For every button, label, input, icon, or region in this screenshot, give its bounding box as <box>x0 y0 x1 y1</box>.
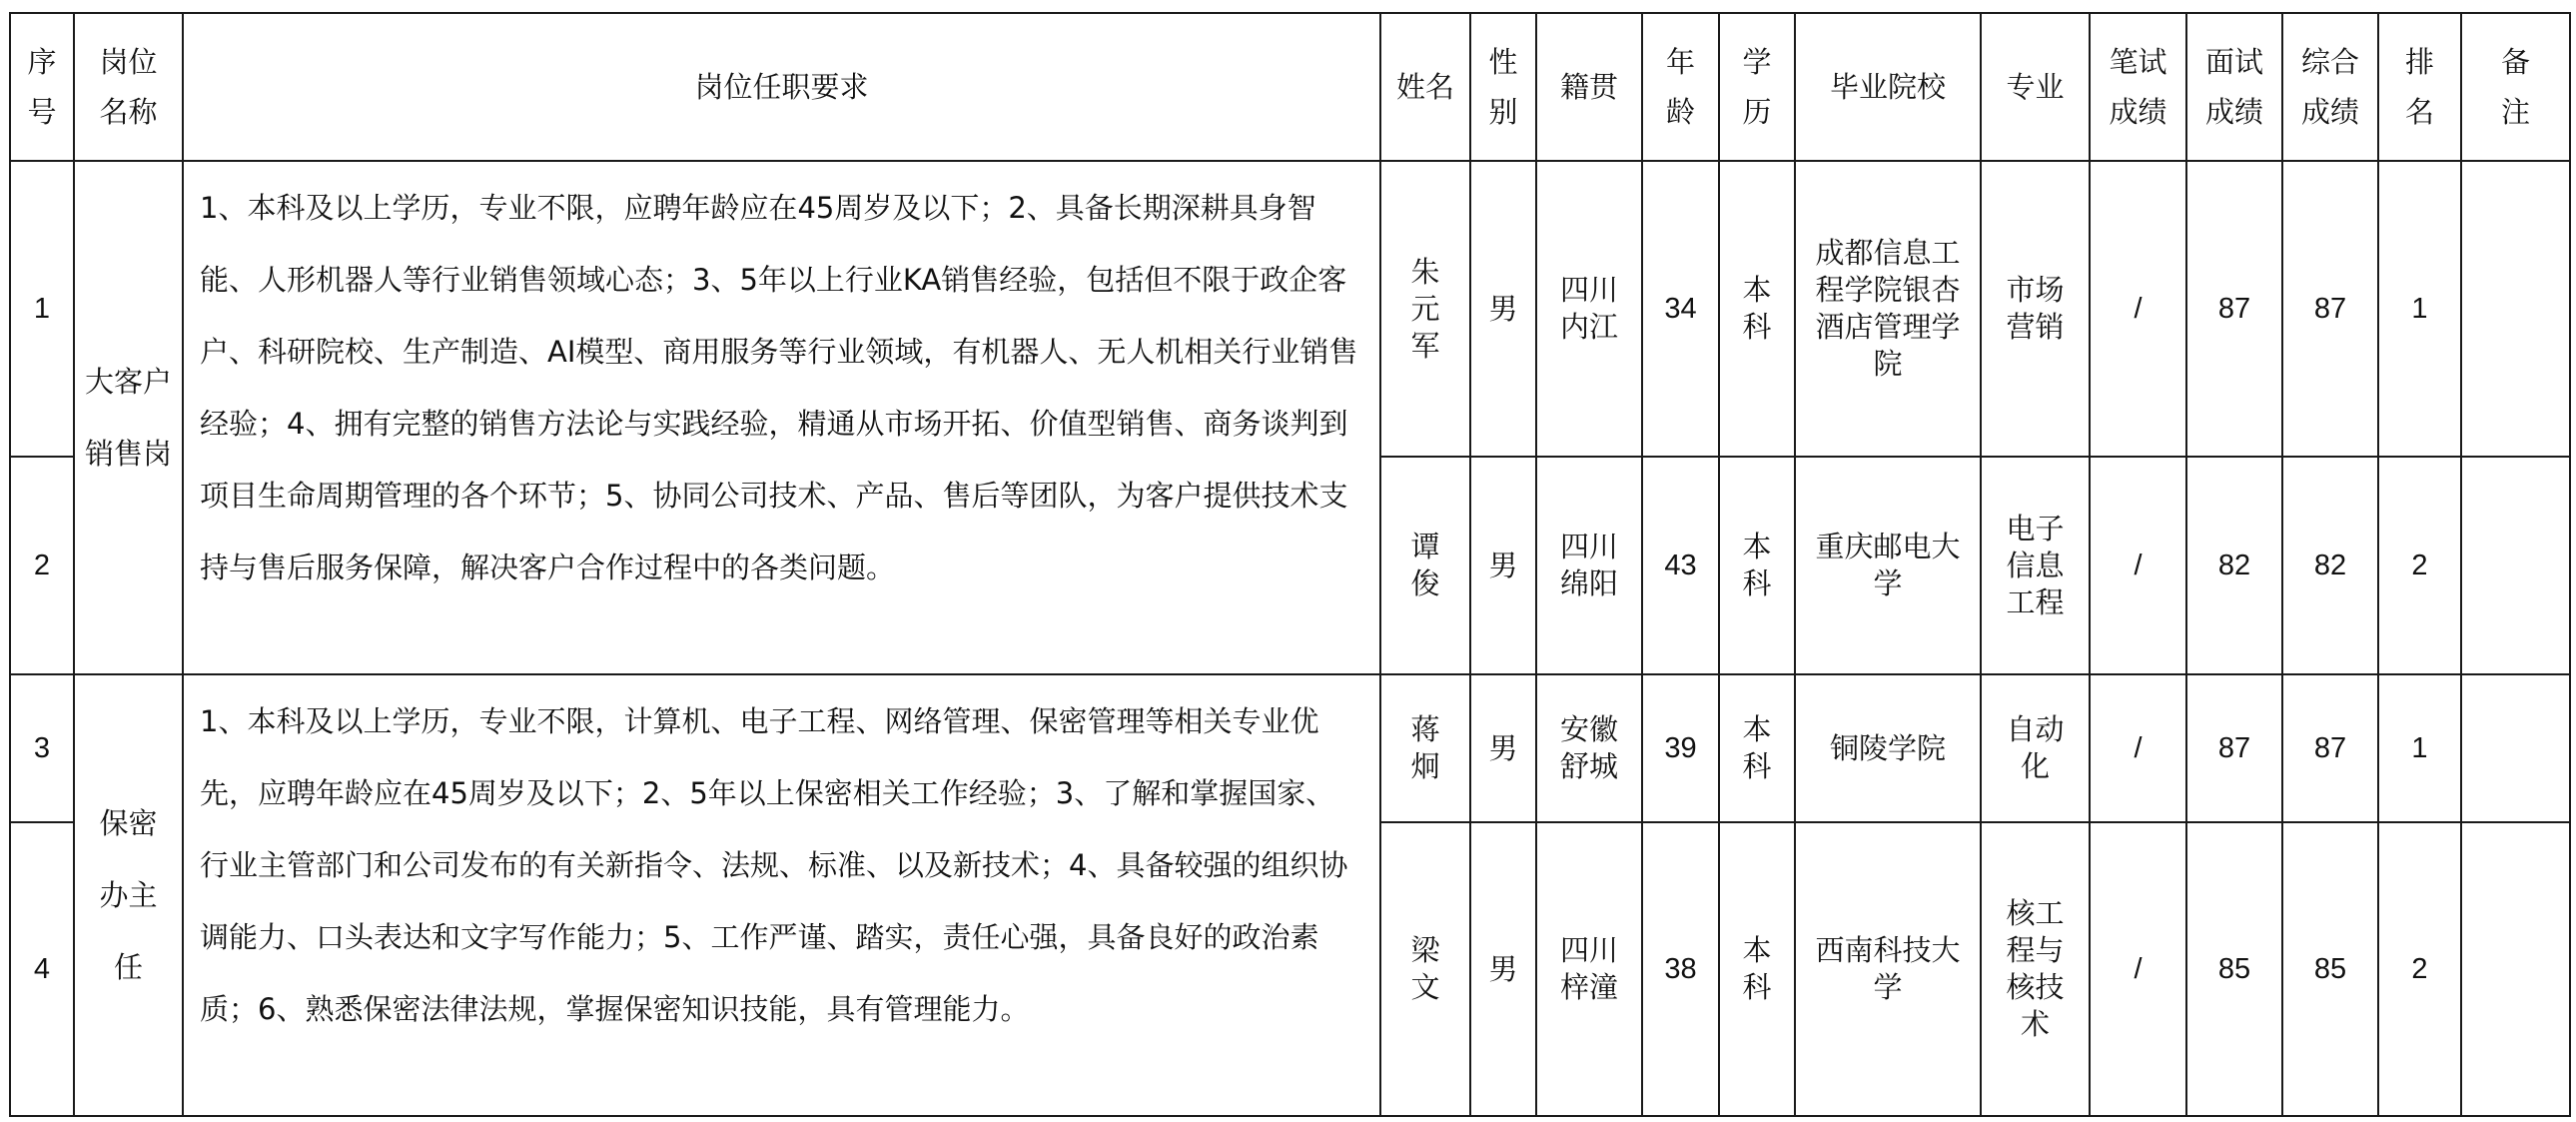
cell-rank: 1 <box>2378 674 2461 822</box>
cell-origin: 四川梓潼 <box>1536 822 1642 1116</box>
header-interview-score: 面试成绩 <box>2186 13 2282 161</box>
cell-school: 铜陵学院 <box>1795 674 1981 822</box>
cell-written-score: / <box>2090 161 2186 457</box>
header-rank: 排名 <box>2378 13 2461 161</box>
cell-education: 本科 <box>1719 457 1795 674</box>
cell-major: 电子信息工程 <box>1981 457 2090 674</box>
cell-requirements: 1、本科及以上学历，专业不限，应聘年龄应在45周岁及以下；2、具备长期深耕具身智能、人形机器人等行业销售领域心态；3、5年以上行业KA销售经验，包括但不限于政企客户、科研院校、生产制造、AI模型、商用服务等行业领域，有机器人、无人机相关行业销售经验；4、拥有完整的销售方法论与实践经验，精通从市场开拓、价值型销售、商务谈判到项目生命周期管理的各个环节；5、协同公司技术、产品、售后等团队，为客户提供技术支持与售后服务保障，解决客户合作过程中的各类问题。 <box>183 161 1380 674</box>
header-written-score: 笔试成绩 <box>2090 13 2186 161</box>
cell-gender: 男 <box>1470 674 1536 822</box>
cell-origin: 四川绵阳 <box>1536 457 1642 674</box>
cell-written-score: / <box>2090 822 2186 1116</box>
cell-major: 市场营销 <box>1981 161 2090 457</box>
cell-total-score: 82 <box>2282 457 2378 674</box>
cell-school: 成都信息工程学院银杏酒店管理学院 <box>1795 161 1981 457</box>
cell-interview-score: 85 <box>2186 822 2282 1116</box>
header-education: 学历 <box>1719 13 1795 161</box>
cell-education: 本科 <box>1719 822 1795 1116</box>
cell-major: 核工程与核技术 <box>1981 822 2090 1116</box>
cell-seq: 3 <box>10 674 74 822</box>
cell-interview-score: 87 <box>2186 161 2282 457</box>
cell-school: 重庆邮电大学 <box>1795 457 1981 674</box>
cell-seq: 2 <box>10 457 74 674</box>
cell-name: 蒋炯 <box>1380 674 1470 822</box>
header-major: 专业 <box>1981 13 2090 161</box>
cell-school: 西南科技大学 <box>1795 822 1981 1116</box>
cell-interview-score: 82 <box>2186 457 2282 674</box>
cell-origin: 安徽舒城 <box>1536 674 1642 822</box>
cell-total-score: 87 <box>2282 161 2378 457</box>
cell-remark <box>2461 161 2570 457</box>
cell-gender: 男 <box>1470 822 1536 1116</box>
header-total-score: 综合成绩 <box>2282 13 2378 161</box>
cell-written-score: / <box>2090 674 2186 822</box>
cell-name: 朱元军 <box>1380 161 1470 457</box>
cell-age: 43 <box>1642 457 1719 674</box>
header-remark: 备注 <box>2461 13 2570 161</box>
cell-education: 本科 <box>1719 674 1795 822</box>
cell-written-score: / <box>2090 457 2186 674</box>
header-row <box>10 13 2570 161</box>
results-table <box>9 12 2571 1117</box>
cell-remark <box>2461 674 2570 822</box>
cell-age: 34 <box>1642 161 1719 457</box>
cell-rank: 1 <box>2378 161 2461 457</box>
cell-gender: 男 <box>1470 457 1536 674</box>
cell-total-score: 87 <box>2282 674 2378 822</box>
cell-requirements: 1、本科及以上学历，专业不限，计算机、电子工程、网络管理、保密管理等相关专业优先，应聘年龄应在45周岁及以下；2、5年以上保密相关工作经验；3、了解和掌握国家、行业主管部门和公司发布的有关新指令、法规、标准、以及新技术；4、具备较强的组织协调能力、口头表达和文字写作能力；5、工作严谨、踏实，责任心强，具备良好的政治素质；6、熟悉保密法律法规，掌握保密知识技能，具有管理能力。 <box>183 674 1380 1116</box>
cell-education: 本科 <box>1719 161 1795 457</box>
header-name: 姓名 <box>1380 13 1470 161</box>
header-gender: 性别 <box>1470 13 1536 161</box>
header-origin: 籍贯 <box>1536 13 1642 161</box>
cell-rank: 2 <box>2378 822 2461 1116</box>
header-seq: 序号 <box>10 13 74 161</box>
cell-rank: 2 <box>2378 457 2461 674</box>
cell-post-name: 保密办主任 <box>74 674 183 1116</box>
header-school: 毕业院校 <box>1795 13 1981 161</box>
table-row <box>10 674 2570 822</box>
cell-total-score: 85 <box>2282 822 2378 1116</box>
header-age: 年龄 <box>1642 13 1719 161</box>
header-requirements: 岗位任职要求 <box>183 13 1380 161</box>
cell-post-name: 大客户销售岗 <box>74 161 183 674</box>
cell-name: 谭俊 <box>1380 457 1470 674</box>
cell-major: 自动化 <box>1981 674 2090 822</box>
cell-origin: 四川内江 <box>1536 161 1642 457</box>
cell-age: 39 <box>1642 674 1719 822</box>
cell-seq: 1 <box>10 161 74 457</box>
cell-age: 38 <box>1642 822 1719 1116</box>
cell-interview-score: 87 <box>2186 674 2282 822</box>
cell-remark <box>2461 822 2570 1116</box>
cell-seq: 4 <box>10 822 74 1116</box>
cell-gender: 男 <box>1470 161 1536 457</box>
cell-remark <box>2461 457 2570 674</box>
header-post-name: 岗位名称 <box>74 13 183 161</box>
cell-name: 梁文 <box>1380 822 1470 1116</box>
table-row <box>10 161 2570 457</box>
